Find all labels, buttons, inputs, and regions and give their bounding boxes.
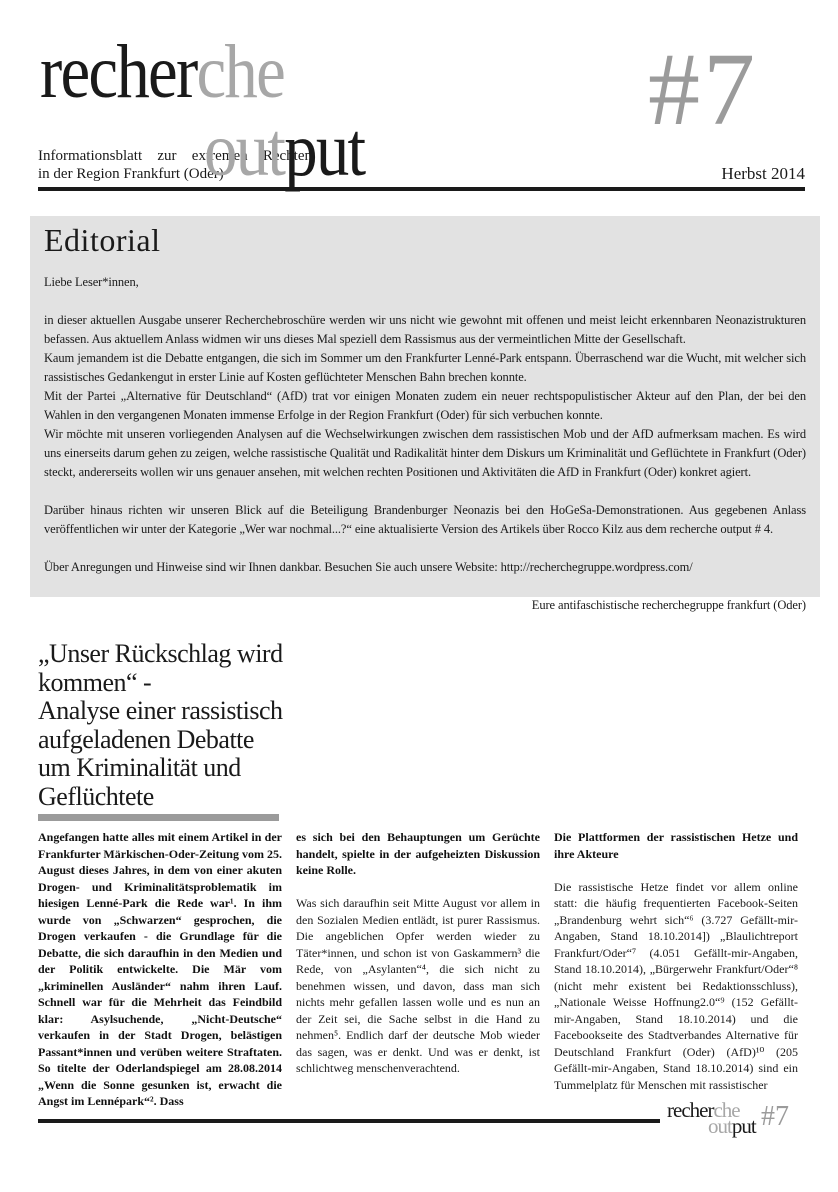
article-heading-line: Analyse einer rassistisch [38,696,283,725]
footer-wordmark-che: che [713,1098,740,1122]
footer-wordmark-line-2 [708,1116,756,1137]
footer-rule [38,1119,660,1123]
article-heading-line: kommen“ - [38,667,152,697]
issue-number: #7 [648,32,758,147]
wordmark-out: out [204,108,285,192]
article-heading-line: aufgeladenen Debatte [38,724,254,754]
wordmark-che: che [196,30,285,114]
editorial-greeting: Liebe Leser*innen, [44,275,139,289]
masthead-rule [38,187,805,191]
wordmark-put: put [284,108,365,192]
column1-text: Angefangen hatte alles mit einem Artikel in der Frankfurter Märkischen-Oder-Zeitung vom 25. August dieses Jahres, in dem von einer akuten Drogen- und Kriminalitätsproblematik im hiesigen Lenné-Park die Rede war¹. In ihm wurde von „Schwarzen“ gesprochen, die Drogen verkaufen - die Grundlage für die Debatte, die sich daraufhin in den Medien und der Politik entwickelte. Die Mär vom „kriminellen Ausländer“ nahm ihren Lauf. Schnell war für die Mehrheit das Feindbild klar: Asylsuchende, „Nicht-Deutsche“ verkaufen in der Stadt Drogen, belästigen Passant*innen und verüben weitere Straftaten. So titelte der Oderlandspiegel am 28.08.2014 „Wenn die Sonne gesunken ist, erwacht die Angst im Lennépark“². Dass [38,830,282,1108]
subtitle-line-2: in der Region Frankfurt (Oder) [38,166,224,182]
editorial-paragraph: Darüber hinaus richten wir unseren Blick auf die Beteiligung Brandenburger Neonazis bei den HoGeSa-Demonstrationen. Aus gegebenen Anlass veröffentlichen wir unter der Kategorie „Wer war nochmal...?“ eine aktualisierte Version des Artikels über Rocco Kilz aus dem recherche output # 4. [44,503,806,536]
edition-date: Herbst 2014 [721,164,805,183]
editorial-title: Editorial [44,222,161,258]
article-heading-line: um Kriminalität und [38,753,241,782]
column-1 [38,829,282,1115]
article-heading-line: Geflüchtete [38,781,154,811]
editorial-paragraph: Wir möchte mit unseren vorliegenden Analysen auf die Wechselwirkungen zwischen dem rassistischen Mob und der AfD aufmerksam machen. Es wird uns einerseits darum gehen zu zeigen, welche rassistische Qualität und Radikalität hinter dem Diskurs um Kriminalität und Geflüchtete in Frankfurt (Oder) steckt, andererseits wollen wir uns genauer ansehen, mit welchen rechten Positionen und Aktivitäten die AfD in Frankfurt (Oder) konkret agiert. [44,427,806,479]
footer-wordmark-out: out [708,1114,732,1138]
column-2 [296,829,540,1115]
editorial-signoff: Eure antifaschistische recherchegruppe frankfurt (Oder) [531,598,806,612]
editorial-paragraph: Kaum jemandem ist die Debatte entgangen, die sich im Sommer um den Frankfurter Lenné-Park entspann. Überraschend war die Wucht, mit welcher sich rassistisches Gedankengut in erster Linie auf Kosten geflüchteter Menschen Bahn brechen konnte. [44,351,806,384]
masthead-wordmark-line-1 [40,30,285,114]
editorial-paragraph: in dieser aktuellen Ausgabe unserer Recherchebroschüre werden wir uns nicht wie gewohnt mit offenen und meist leicht erkennbaren Neonazistrukturen befassen. Aus aktuellem Anlass widmen wir uns dieses Mal speziell dem Rassismus aus der vermeintlichen Mitte der Gesellschaft. [44,313,806,346]
editorial-box [30,216,820,612]
subtitle-line-1: Informationsblatt zur extremen Rechten [38,148,312,164]
editorial-paragraph-website: Über Anregungen und Hinweise sind wir Ihnen dankbar. Besuchen Sie auch unsere Website: http://recherchegruppe.wordpress.com/ [44,560,693,574]
footer-wordmark-put: put [731,1114,756,1138]
column3-body: Die rassistische Hetze findet vor allem online statt: die häufig frequentierten Facebook-Seiten „Brandenburg wehrt sich“⁶ (3.727 Gefällt-mir-Angaben, Stand 18.10.2014]) „Blaulichtreport Frankfurt/Oder“⁷ (4.051 Gefällt-mir-Angaben, Stand 18.10.2014), „Bürgerwehr Frankfurt/Oder“⁸ (nicht mehr existent bei Redaktionsschluss), „Nationale Weisse Hoffnung2.0“⁹ (152 Gefällt-mir-Angaben, Stand 18.10.2014) und die Facebookseite des Stadtverbandes Alternative für Deutschland Frankfurt (Oder) (AfD)¹⁰ (205 Gefällt-mir-Angaben, Stand 18.10.2014) sind ein Tummelplatz für Menschen mit rassistischer [554,879,798,1092]
editorial-paragraph: Mit der Partei „Alternative für Deutschland“ (AfD) trat vor einigen Monaten zudem ein neuer rechtspopulistischer Akteur auf den Plan, der bei den Wahlen in den vergangenen Monaten immense Erfolge in der Region Frankfurt (Oder) für sich verbuchen konnte. [44,389,806,422]
heading-underline-bar [38,814,279,821]
article-heading [38,640,283,811]
wordmark-recher: recher [40,30,197,114]
column-3 [554,829,798,1115]
masthead-wordmark-line-2 [204,108,365,192]
column3-heading: Die Plattformen der rassistischen Hetze und ihre Akteure [554,830,798,861]
column2-body: Was sich daraufhin seit Mitte August vor allem in den Sozialen Medien entlädt, ist purer Rassismus. Die angeblichen Opfer werden wieder zu Täter*innen, und schon ist von Gaskammern³ die Rede, von „Asylanten“⁴, die sich nicht zu benehmen wissen, und davon, dass man sich nichts mehr gefallen lassen wolle und es nun an der Zeit sei, die Sache selbst in die Hand zu nehmen⁵. Endlich darf der deutsche Mob wieder das sagen, was er denkt. Und was er denkt, ist schlichtweg menschenverachtend. [296,896,540,1075]
footer-issue-number: #7 [761,1101,789,1132]
column2-lead: es sich bei den Behauptungen um Gerüchte handelt, spielte in der aufgeheizten Diskussion keine Rolle. [296,830,540,877]
article-heading-line: „Unser Rückschlag wird [38,639,283,668]
footer-wordmark-recher: recher [667,1098,714,1122]
footer-logo [667,1100,799,1146]
article-columns [38,829,798,1115]
